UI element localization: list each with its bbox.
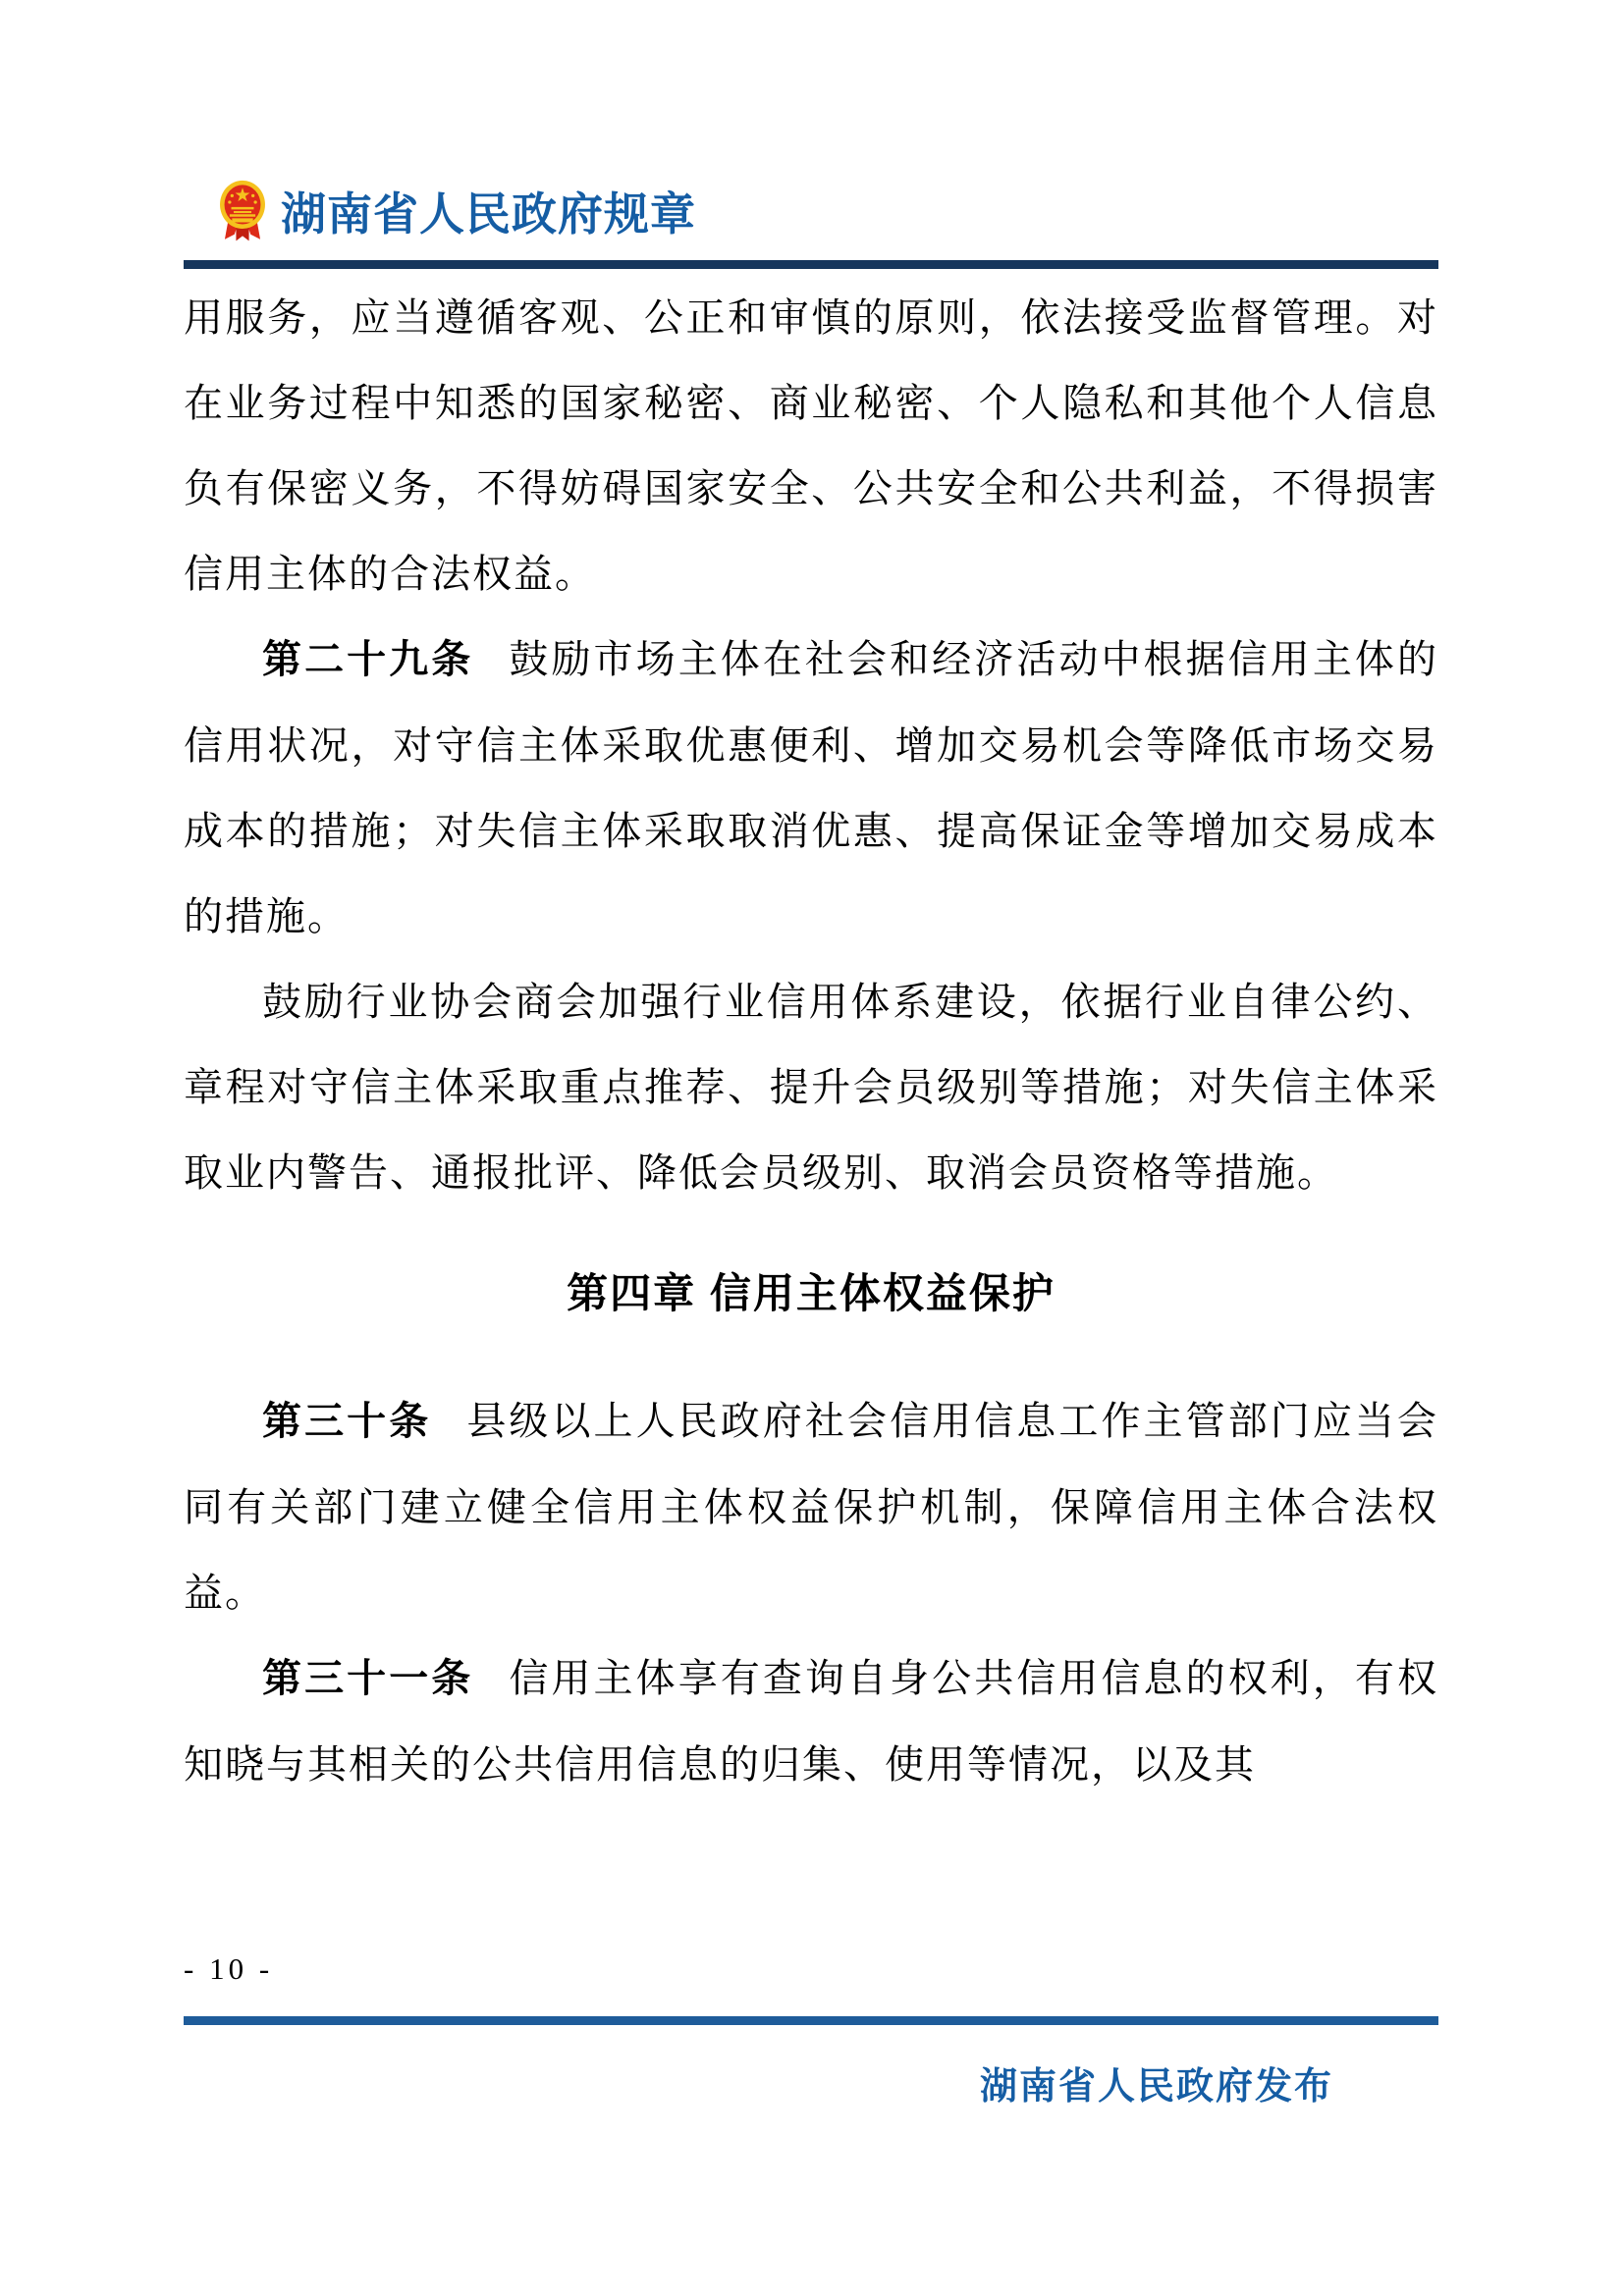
paragraph-text: 用服务，应当遵循客观、公正和审慎的原则，依法接受监督管理。对在业务过程中知悉的国家秘密、商业秘密、个人隐私和其他个人信息负有保密义务，不得妨碍国家安全、公共安全和公共利益，不得损害信用主体的合法权益。: [184, 295, 1438, 596]
chapter-heading: 第四章 信用主体权益保护: [567, 1270, 1056, 1316]
paragraph-text: 鼓励行业协会商会加强行业信用体系建设，依据行业自律公约、章程对守信主体采取重点推荐、提升会员级别等措施；对失信主体采取业内警告、通报批评、降低会员级别、取消会员资格等措施。: [184, 980, 1438, 1195]
paragraph: [184, 959, 1438, 1215]
paragraph: [184, 1635, 1438, 1807]
article-number-label: 第二十九条: [262, 638, 474, 681]
article-number-label: 第三十一条: [262, 1657, 474, 1700]
page-title: 湖南省人民政府规章: [281, 188, 696, 240]
paragraph: [184, 616, 1438, 959]
paragraph-text: 县级以上人民政府社会信用信息工作主管部门应当会同有关部门建立健全信用主体权益保护机制，保障信用主体合法权益。: [184, 1399, 1439, 1615]
publisher-label: 湖南省人民政府发布: [980, 2066, 1334, 2108]
document-body: [184, 275, 1438, 1807]
footer-divider: [184, 2016, 1438, 2025]
header-divider: [184, 260, 1438, 269]
article-number-label: 第三十条: [262, 1400, 432, 1443]
paragraph-text: 鼓励市场主体在社会和经济活动中根据信用主体的信用状况，对守信主体采取优惠便利、增加交易机会等降低市场交易成本的措施；对失信主体采取取消优惠、提高保证金等增加交易成本的措施。: [184, 637, 1439, 938]
china-national-emblem-icon: [218, 180, 267, 242]
paragraph: [184, 1378, 1438, 1635]
document-header: [218, 179, 696, 243]
paragraph: [184, 275, 1438, 616]
paragraph-text: 信用主体享有查询自身公共信用信息的权利，有权知晓与其相关的公共信用信息的归集、使用等情况，以及其: [184, 1656, 1439, 1787]
page-number: - 10 -: [184, 1951, 274, 1986]
